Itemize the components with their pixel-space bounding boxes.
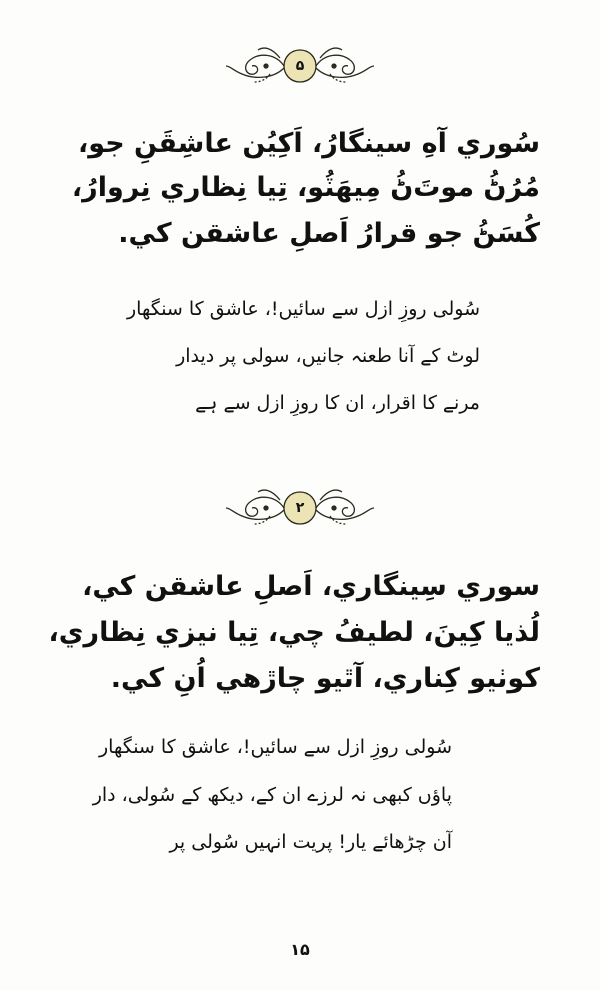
urdu-stanza-1 xyxy=(120,300,480,440)
section-ornament-2 xyxy=(220,486,380,530)
urdu-line: لوٹ کے آنا طعنہ جانیں، سولی پر دیدار xyxy=(176,345,480,367)
sindhi-line: کوٺيو کِناري، آٿيو چاڙهي اُنِ کي. xyxy=(110,663,540,694)
section-number: ۵ xyxy=(295,58,305,74)
urdu-line: سُولی روزِ ازل سے سائیں!، عاشق کا سنگھار xyxy=(98,736,452,758)
urdu-line: مرنے کا اقرار، ان کا روزِ ازل سے ہے xyxy=(195,392,480,414)
urdu-line: سُولی روزِ ازل سے سائیں!، عاشق کا سنگھار xyxy=(126,298,480,320)
section-ornament-1 xyxy=(220,44,380,88)
urdu-stanza-2 xyxy=(92,738,452,878)
sindhi-line: کُسَڻُ جو قرارُ اَصلِ عاشقن کي. xyxy=(118,218,540,249)
sindhi-line: سوري سِينگاري، اَصلِ عاشقن کي، xyxy=(82,571,540,602)
urdu-line: پاؤں کبھی نہ لرزے ان کے، دیکھ کے سُولی، دار xyxy=(92,784,452,806)
page-number: ۱۵ xyxy=(290,940,310,959)
urdu-line: آن چڑھائے یار! پریت انہیں سُولی پر xyxy=(169,831,452,853)
sindhi-stanza-2 xyxy=(20,573,540,713)
section-number: ۲ xyxy=(295,500,305,516)
sindhi-stanza-1 xyxy=(20,130,540,260)
sindhi-line: لُذيا کِينَ، لطيفُ چي، تِيا نيزي نِظاري، xyxy=(48,617,540,648)
sindhi-line: سُوري آهِ سينگارُ، اَکِيُن عاشِقَنِ جو، xyxy=(78,128,540,159)
sindhi-line: مُرُڻُ موتَ‌ڻُ مِيهَٽُو، تِيا نِظاري نِروارُ، xyxy=(71,172,540,203)
